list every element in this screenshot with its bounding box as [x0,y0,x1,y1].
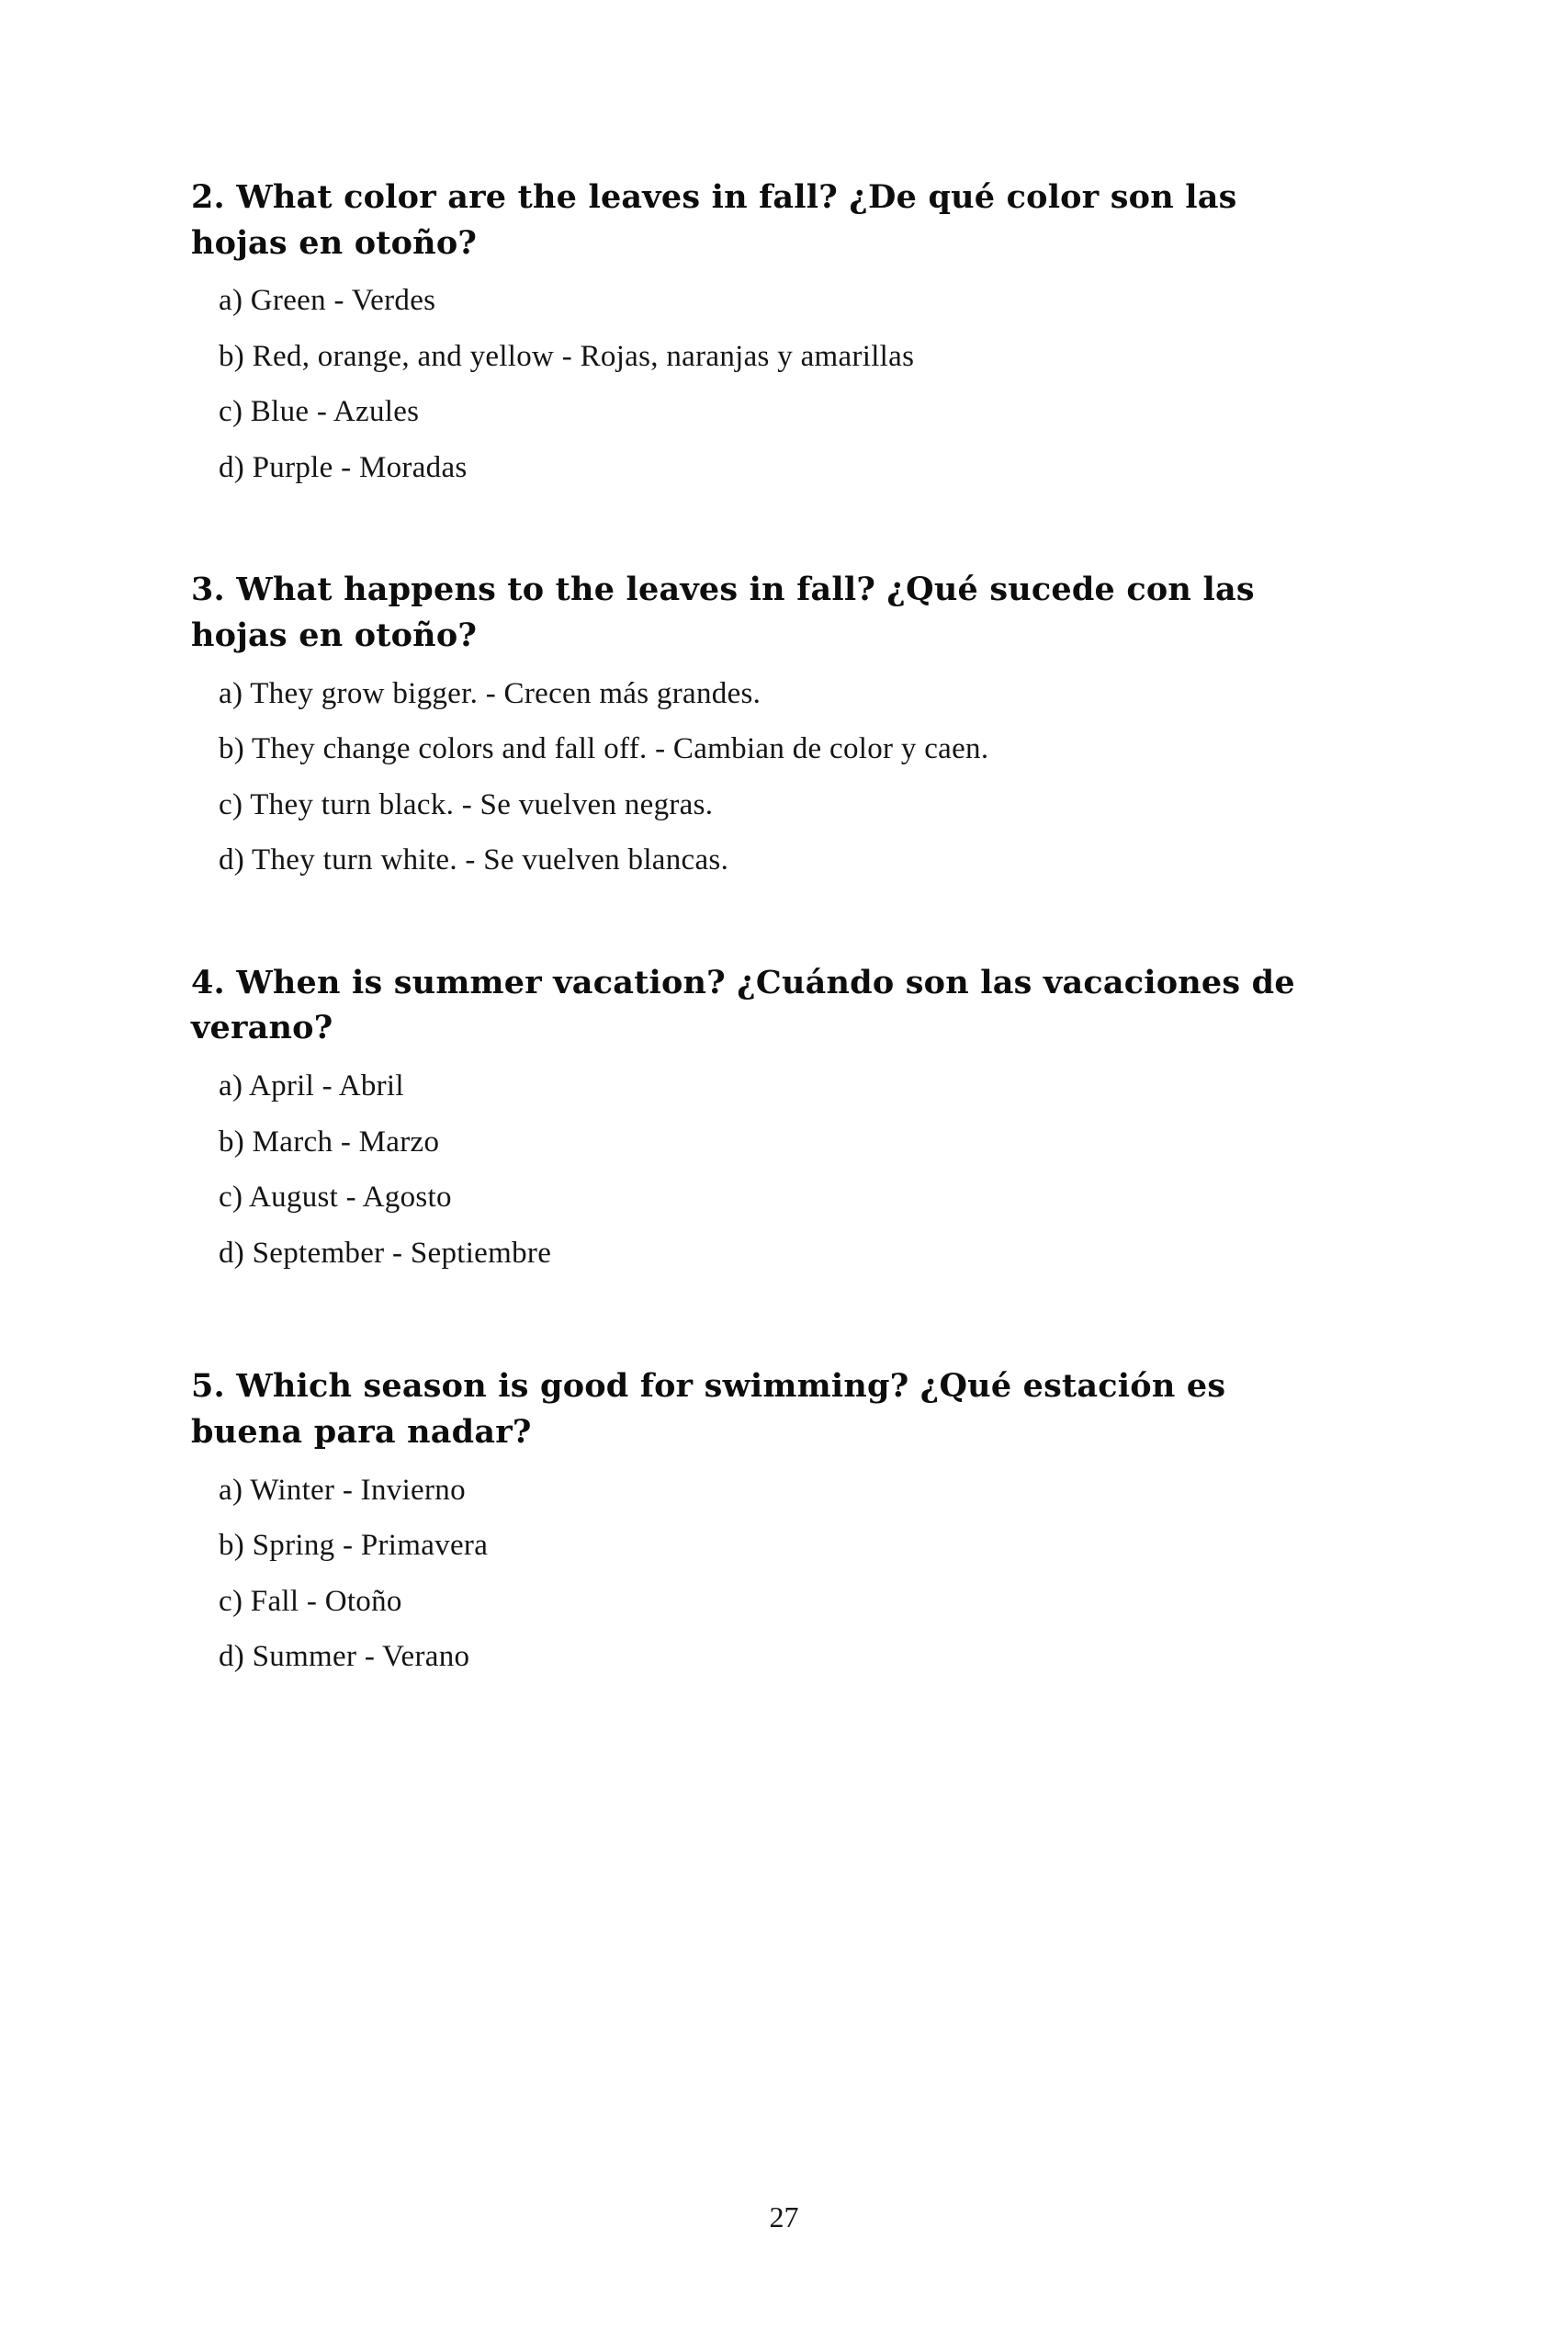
option-list [191,1468,1384,1679]
question-text: 3. What happens to the leaves in fall? ¿Qué sucede con las hojas en otoño? [191,571,1255,655]
option-item: c) Blue - Azules [219,395,420,429]
option-item: b) March - Marzo [219,1125,440,1159]
option-item: c) August - Agosto [219,1181,452,1215]
option-item: a) April - Abril [219,1069,404,1103]
option-list [191,278,1384,490]
option-item: b) They change colors and fall off. - Cambian de color y caen. [219,732,989,766]
question-text: 2. What color are the leaves in fall? ¿De qué color son las hojas en otoño? [191,178,1237,262]
option-item: d) They turn white. - Se vuelven blancas. [219,843,729,877]
option-item: d) September - Septiembre [219,1236,552,1270]
option-item: a) Winter - Invierno [219,1473,466,1507]
option-list [191,672,1384,883]
question-text: 5. Which season is good for swimming? ¿Qué estación es buena para nadar? [191,1367,1226,1451]
question-block [191,175,1384,490]
option-item: b) Spring - Primavera [219,1529,489,1562]
page-number: 27 [769,2200,799,2233]
option-item: a) Green - Verdes [219,284,436,318]
question-block [191,567,1384,882]
option-item: d) Purple - Moradas [219,450,468,484]
option-item: d) Summer - Verano [219,1640,470,1673]
option-list [191,1064,1384,1275]
option-item: c) Fall - Otoño [219,1584,402,1618]
question-block [191,1363,1384,1679]
question-text: 4. When is summer vacation? ¿Cuándo son las vacaciones de verano? [191,963,1295,1047]
question-block [191,960,1384,1275]
option-item: a) They grow bigger. - Crecen más grandes. [219,676,761,710]
option-item: c) They turn black. - Se vuelven negras. [219,787,714,821]
option-item: b) Red, orange, and yellow - Rojas, naranjas y amarillas [219,339,915,373]
